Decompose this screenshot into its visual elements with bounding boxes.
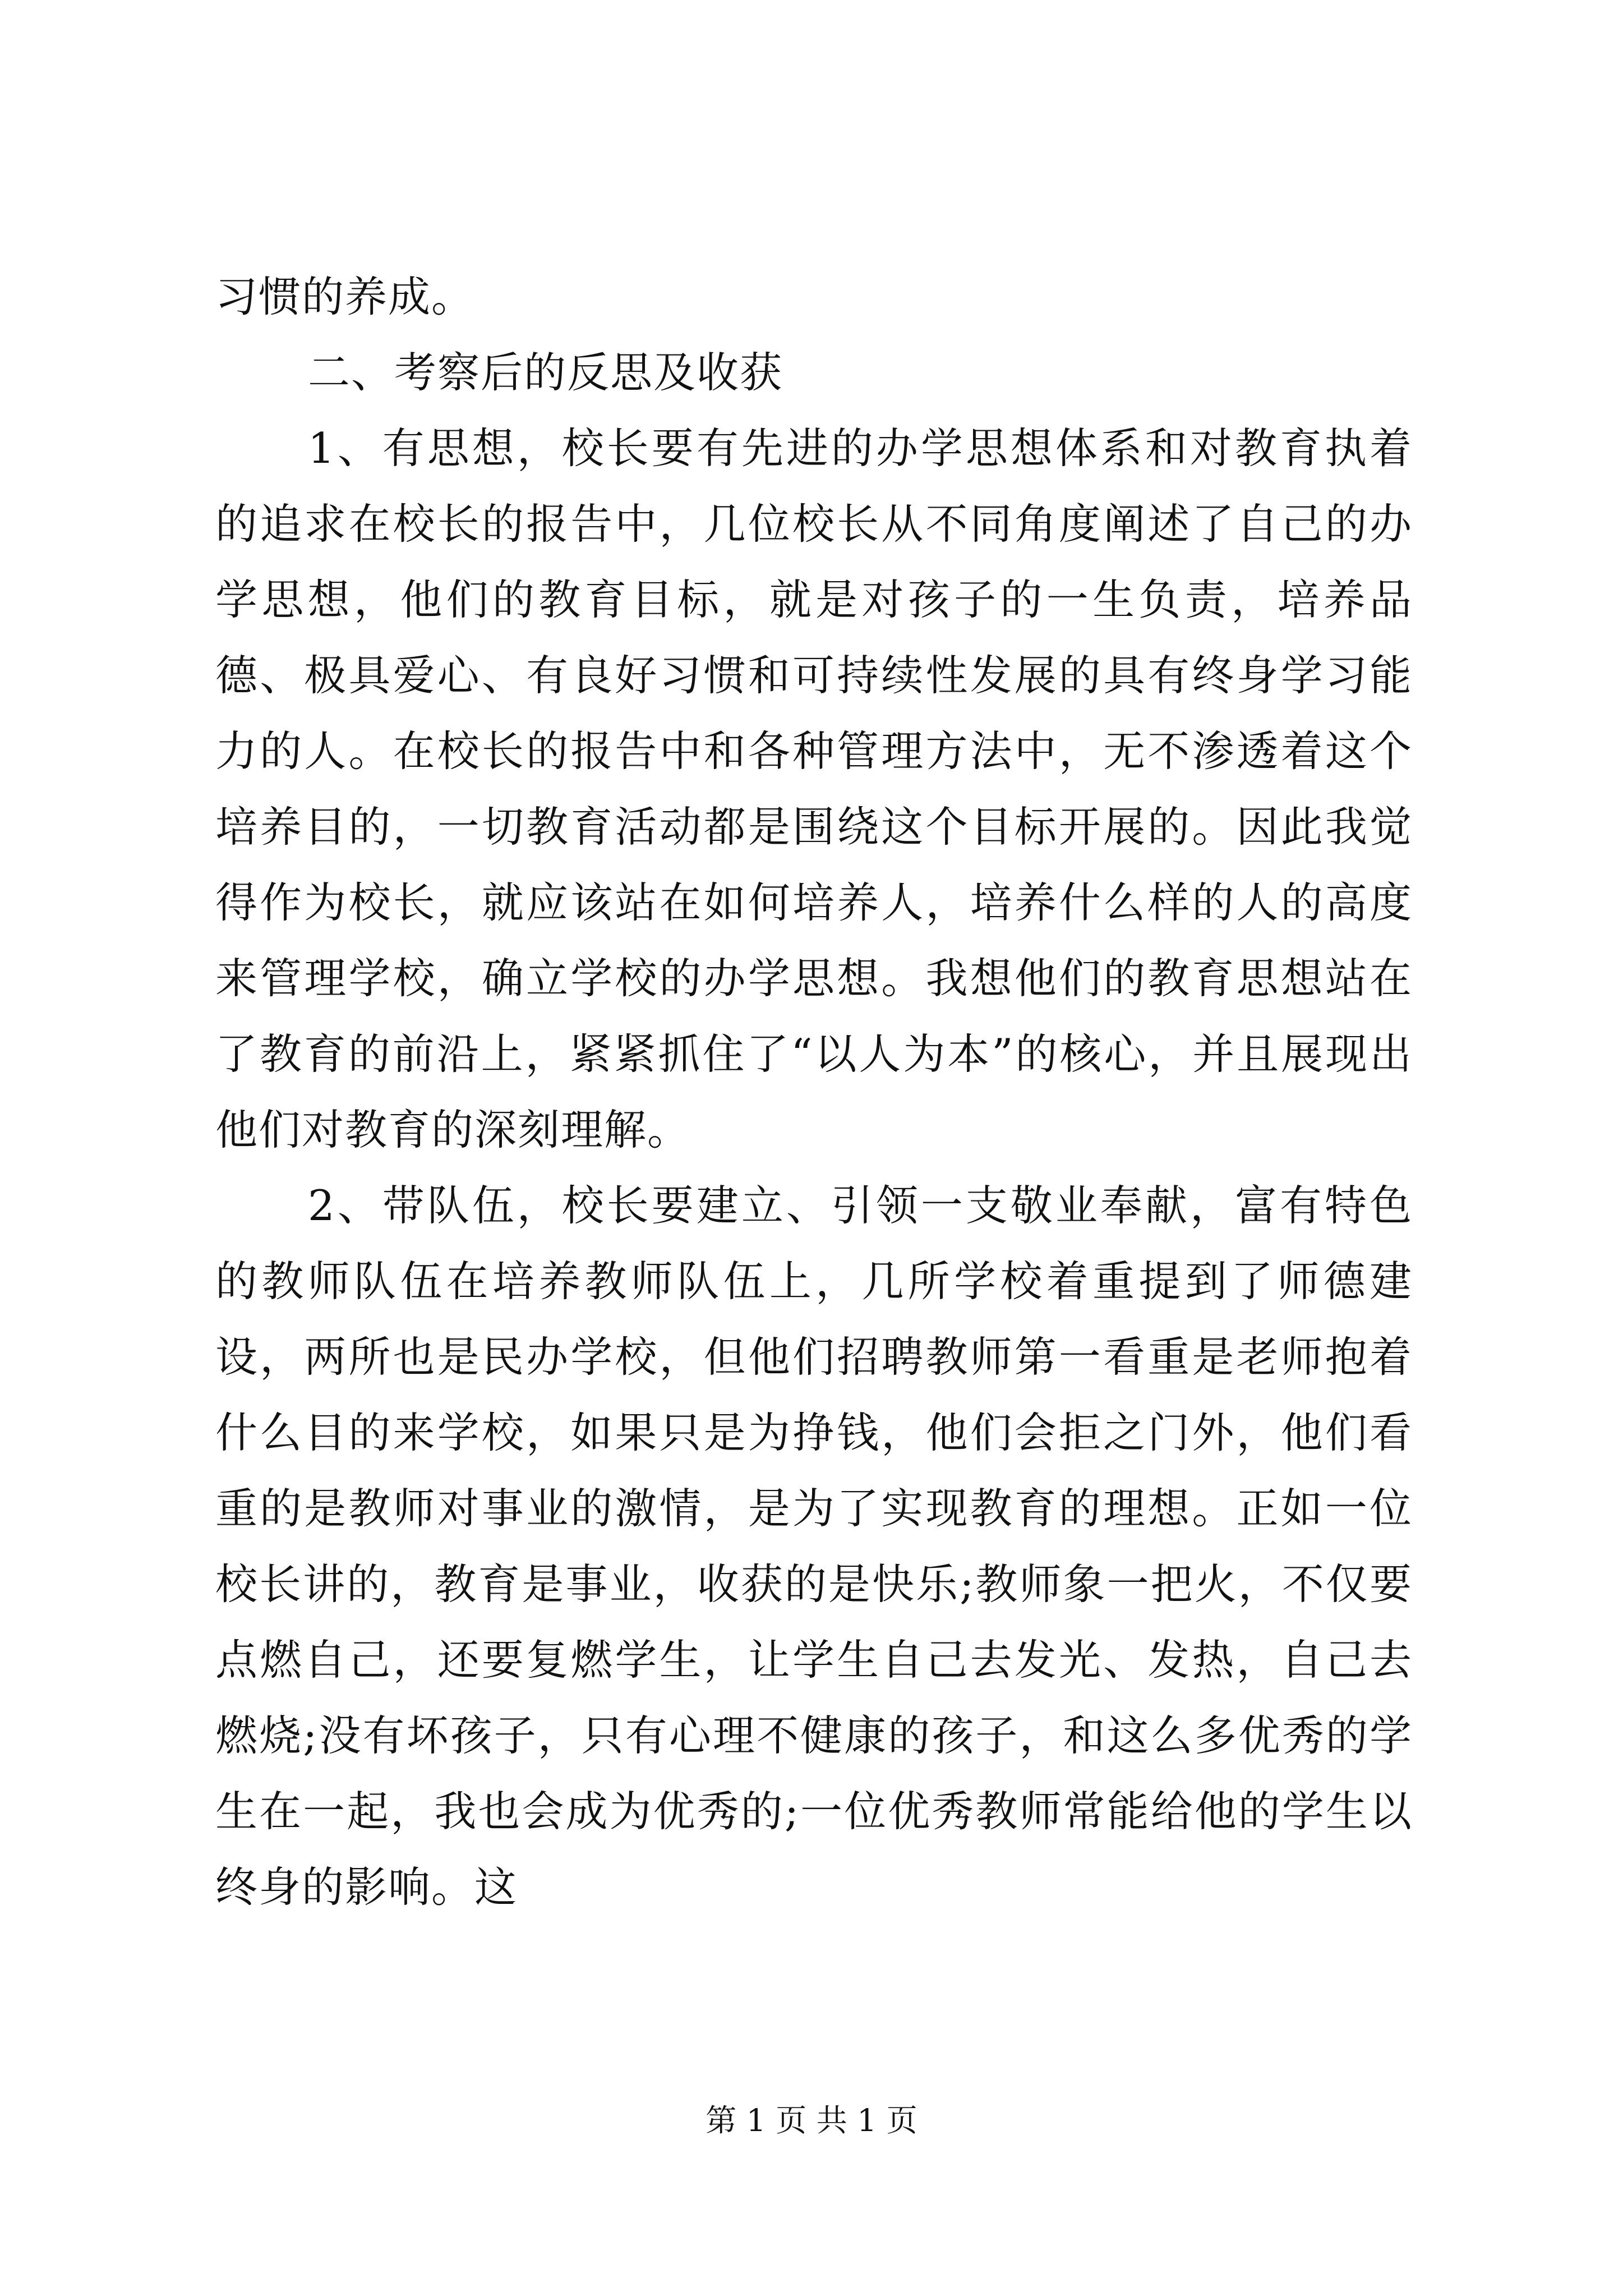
section-heading: 二、考察后的反思及收获 [308, 348, 783, 397]
page-number-footer: 第 1 页 共 1 页 [706, 2102, 917, 2138]
document-body [215, 259, 1413, 1925]
paragraph-continuation: 习惯的养成。 [215, 272, 475, 321]
paragraph-point-1: 1、有思想，校长要有先进的办学思想体系和对教育执着的追求在校长的报告中，几位校长从不同角度阐述了自己的办学思想，他们的教育目标，就是对孩子的一生负责，培养品德、极具爱心、有良好习惯和可持续性发展的具有终身学习能力的人。在校长的报告中和各种管理方法中，无不渗透着这个培养目的，一切教育活动都是围绕这个目标开展的。因此我觉得作为校长，就应该站在如何培养人，培养什么样的人的高度来管理学校，确立学校的办学思想。我想他们的教育思想站在了教育的前沿上，紧紧抓住了“以人为本”的核心，并且展现出他们对教育的深刻理解。 [215, 424, 1413, 1154]
paragraph-point-2: 2、带队伍，校长要建立、引领一支敬业奉献，富有特色的教师队伍在培养教师队伍上，几所学校着重提到了师德建设，两所也是民办学校，但他们招聘教师第一看重是老师抱着什么目的来学校，如果只是为挣钱，他们会拒之门外，他们看重的是教师对事业的激情，是为了实现教育的理想。正如一位校长讲的，教育是事业，收获的是快乐;教师象一把火，不仅要点燃自己，还要复燃学生，让学生自己去发光、发热，自己去燃烧;没有坏孩子，只有心理不健康的孩子，和这么多优秀的学生在一起，我也会成为优秀的;一位优秀教师常能给他的学生以终身的影响。这 [215, 1181, 1413, 1912]
